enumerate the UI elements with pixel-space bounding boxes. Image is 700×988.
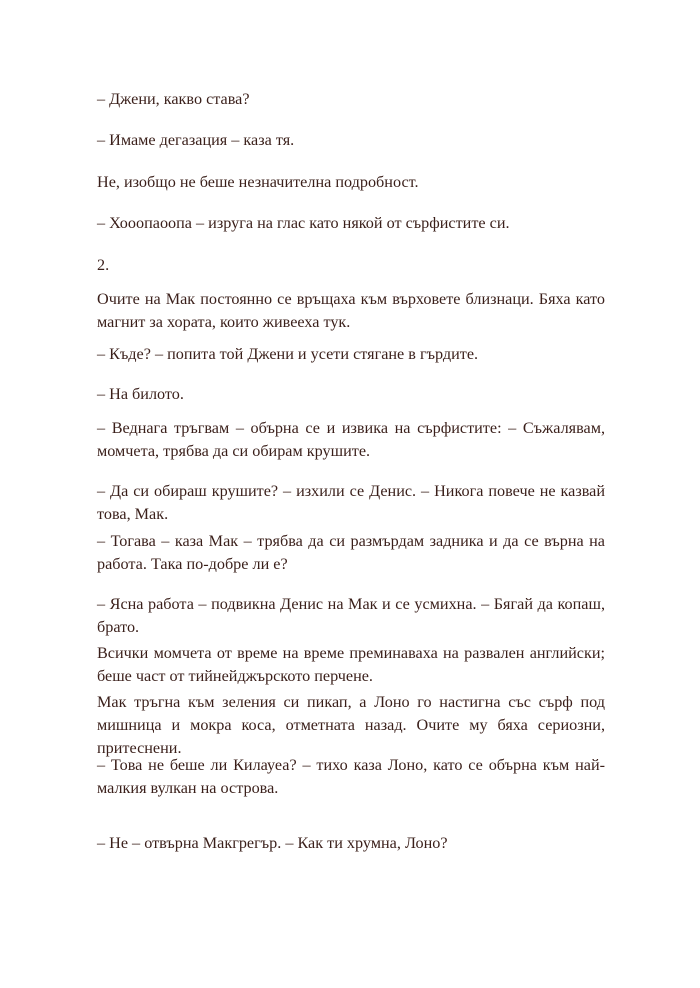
paragraph: – На билото. [97, 385, 184, 403]
paragraph: – Ясна работа – подвикна Денис на Мак и се усмихна. – Бягай да копаш, брато. [97, 595, 605, 636]
paragraph: – Хооопаоопа – изруга на глас като някой от сърфистите си. [97, 214, 510, 232]
paragraph: – Къде? – попита той Джени и усети стягане в гърдите. [97, 345, 479, 363]
paragraph: – Джени, какво става? [97, 90, 250, 108]
paragraph: – Това не беше ли Килауеа? – тихо каза Лоно, като се обърна към най-малкия вулкан на острова. [97, 756, 605, 797]
paragraph: – Не – отвърна Макгрегър. – Как ти хрумна, Лоно? [97, 834, 448, 852]
section-number: 2. [97, 256, 110, 274]
paragraph: – Да си обираш крушите? – изхили се Денис. – Никога повече не казвай това, Мак. [97, 482, 605, 523]
paragraph: Не, изобщо не беше незначителна подробност. [97, 173, 419, 191]
paragraph: Очите на Мак постоянно се връщаха към върховете близнаци. Бяха като магнит за хората, които живееха тук. [97, 290, 605, 331]
paragraph: – Имаме дегазация – каза тя. [97, 131, 295, 149]
paragraph: – Веднага тръгвам – обърна се и извика на сърфистите: – Съжалявам, момчета, трябва да си обирам крушите. [97, 419, 605, 460]
paragraph: Мак тръгна към зеления си пикап, а Лоно го настигна със сърф под мишница и мокра коса, отметната назад. Очите му бяха сериозни, притеснени. [97, 693, 605, 757]
paragraph: Всички момчета от време на време преминаваха на развален английски; беше част от тийнейджърското перчене. [97, 644, 605, 685]
paragraph: – Тогава – каза Мак – трябва да си размърдам задника и да се върна на работа. Така по-добре ли е? [97, 532, 605, 573]
